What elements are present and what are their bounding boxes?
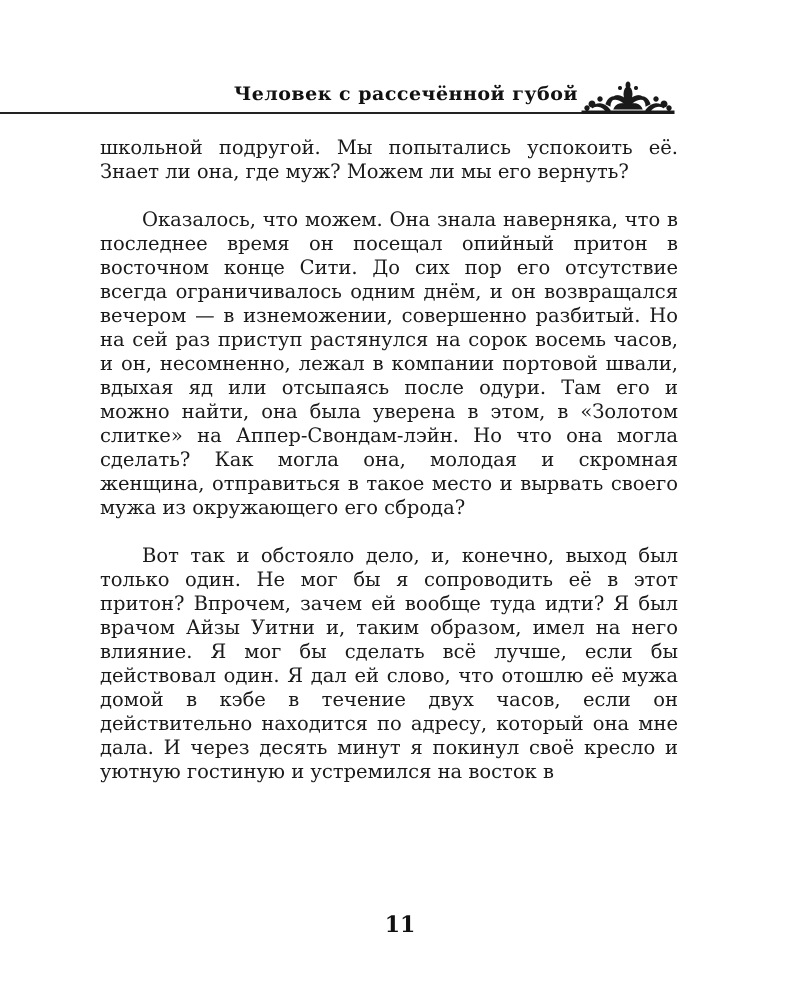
paragraph: школьной подругой. Мы попытались успокоить её. Знает ли она, где муж? Можем ли мы его вернуть? <box>100 136 678 183</box>
chapter-title: Человек с рассечённой губой <box>233 83 578 105</box>
running-header <box>0 80 800 120</box>
ornament-icon <box>580 80 676 120</box>
header-rule <box>0 112 584 114</box>
paragraph: Оказалось, что можем. Она знала наверняка, что в последнее время он посещал опийный притон в восточном конце Сити. До сих пор его отсутствие всегда ограничивалось одним днём, и он возвращался вечером — в изнеможении, совершенно разбитый. Но на сей раз приступ растянулся на сорок восемь часов, и он, несомненно, лежал в компании портовой швали, вдыхая яд или отсыпаясь после одури. Там его и можно найти, она была уверена в этом, в «Золотом слитке» на Аппер-Свондам-лэйн. Но что она могла сделать? Как могла она, молодая и скромная женщина, отправиться в такое место и вырвать своего мужа из окружающего его сброда? <box>100 208 678 519</box>
body-text <box>100 136 678 808</box>
page-number: 11 <box>384 912 416 938</box>
paragraph: Вот так и обстояло дело, и, конечно, выход был только один. Не мог бы я сопроводить её в этот притон? Впрочем, зачем ей вообще туда идти? Я был врачом Айзы Уитни и, таким образом, имел на него влияние. Я мог бы сделать всё лучше, если бы действовал один. Я дал ей слово, что отошлю её мужа домой в кэбе в течение двух часов, если он действительно находится по адресу, который она мне дала. И через десять минут я покинул своё кресло и уютную гостиную и устремился на восток в <box>100 544 678 783</box>
